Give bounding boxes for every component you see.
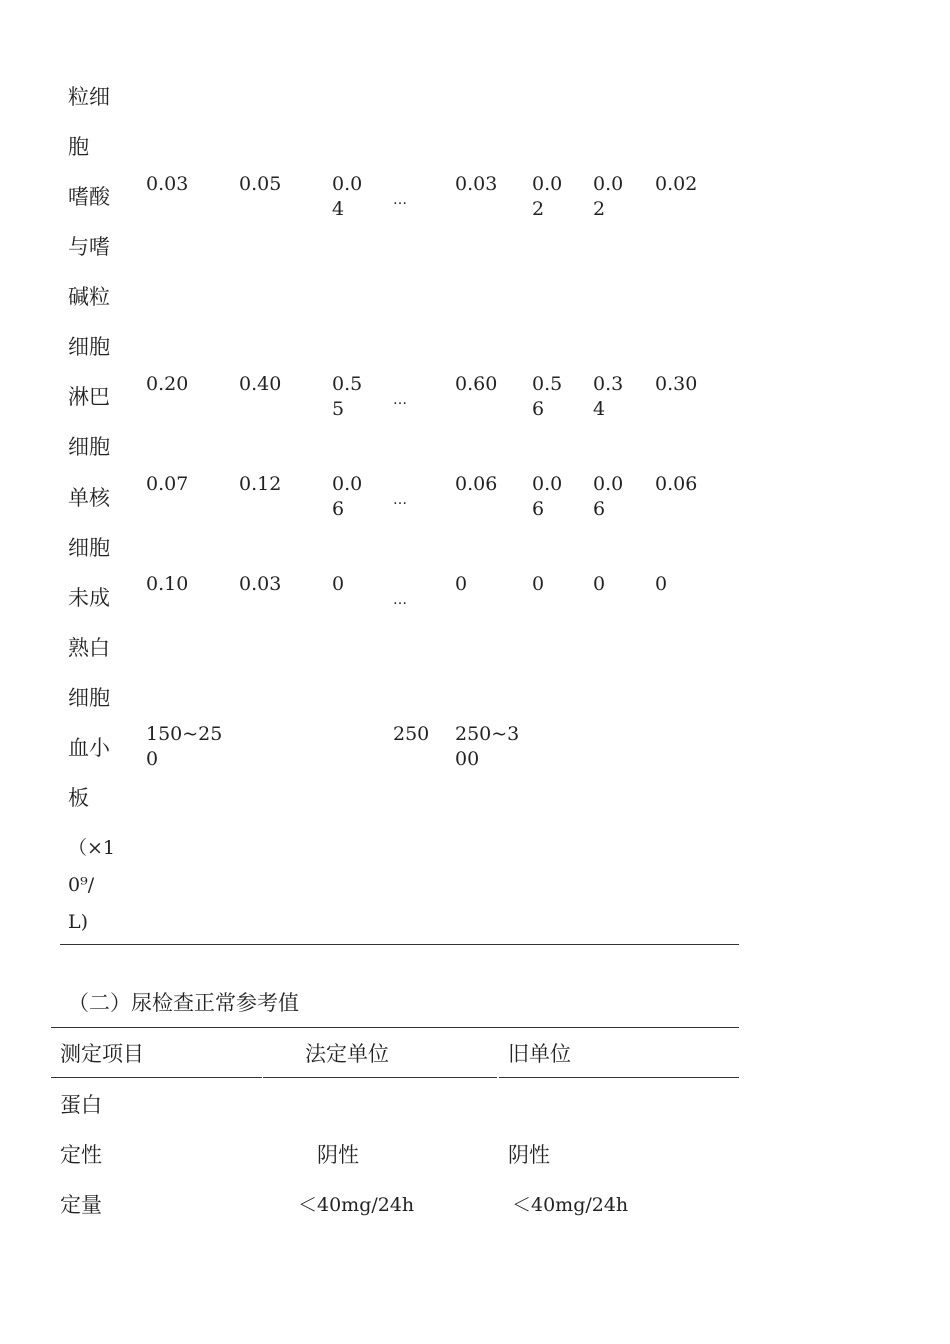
table-cell: 00 bbox=[455, 748, 480, 770]
table-cell: 0.5 bbox=[532, 373, 563, 395]
header-rule bbox=[263, 1077, 497, 1078]
row-label-line: 与嗜 bbox=[68, 235, 110, 259]
table-cell: 6 bbox=[332, 498, 345, 520]
column-header: 旧单位 bbox=[508, 1042, 571, 1066]
table-cell: 4 bbox=[593, 398, 606, 420]
table-cell: 2 bbox=[532, 198, 545, 220]
column-header: 测定项目 bbox=[60, 1042, 144, 1066]
table-cell: 0.02 bbox=[655, 173, 698, 195]
table-top-rule bbox=[51, 1027, 739, 1028]
section-title: （二）尿检查正常参考值 bbox=[68, 991, 299, 1015]
header-rule bbox=[499, 1077, 739, 1078]
table-cell: 6 bbox=[532, 498, 545, 520]
table-cell: 4 bbox=[332, 198, 345, 220]
table-cell: 0.03 bbox=[146, 173, 189, 195]
table-cell: 0.0 bbox=[593, 173, 624, 195]
table-cell: 0.0 bbox=[332, 473, 363, 495]
header-rule bbox=[51, 1077, 262, 1078]
row-label-line: 细胞 bbox=[68, 686, 110, 710]
row-label-line: 未成 bbox=[68, 586, 110, 610]
table-cell: 0.0 bbox=[593, 473, 624, 495]
table-cell: 0 bbox=[532, 573, 545, 595]
table-cell: 6 bbox=[532, 398, 545, 420]
table-cell: 0 bbox=[332, 573, 345, 595]
row-label: 蛋白 bbox=[60, 1093, 102, 1117]
row-label-line: 细胞 bbox=[68, 435, 110, 459]
table-cell: 0.60 bbox=[455, 373, 498, 395]
table-cell: 0.0 bbox=[332, 173, 363, 195]
table-cell: … bbox=[393, 392, 407, 408]
row-label-line: 血小 bbox=[68, 736, 110, 760]
table-cell: 0.20 bbox=[146, 373, 189, 395]
unit-line: 0⁹/ bbox=[68, 874, 95, 896]
row-label-line: 细胞 bbox=[68, 536, 110, 560]
unit-line: L) bbox=[68, 911, 89, 933]
table-cell: … bbox=[393, 492, 407, 508]
table-cell: 0.12 bbox=[239, 473, 282, 495]
table-cell: 2 bbox=[593, 198, 606, 220]
row-label-line: 粒细 bbox=[68, 85, 110, 109]
table-cell: … bbox=[393, 592, 407, 608]
table-cell: 0.30 bbox=[655, 373, 698, 395]
table-cell: 阴性 bbox=[317, 1143, 359, 1167]
table-cell: 150~25 bbox=[146, 723, 223, 745]
table-bottom-rule bbox=[60, 944, 739, 945]
table-cell: 0.06 bbox=[455, 473, 498, 495]
table-cell: … bbox=[393, 192, 407, 208]
table-cell: 0 bbox=[593, 573, 606, 595]
table-cell: 250~3 bbox=[455, 723, 520, 745]
table-cell: 250 bbox=[393, 723, 430, 745]
table-cell: 0.03 bbox=[455, 173, 498, 195]
row-label-line: 单核 bbox=[68, 486, 110, 510]
column-header: 法定单位 bbox=[305, 1042, 389, 1066]
table-cell: 0 bbox=[146, 748, 159, 770]
unit-line: （×1 bbox=[68, 837, 116, 859]
table-cell: ＜40mg/24h bbox=[512, 1194, 629, 1216]
table-cell: 0.10 bbox=[146, 573, 189, 595]
table-cell: 0.07 bbox=[146, 473, 189, 495]
table-cell: ＜40mg/24h bbox=[298, 1194, 415, 1216]
table-cell: 0 bbox=[455, 573, 468, 595]
row-label-line: 熟白 bbox=[68, 636, 110, 660]
table-cell: 0.3 bbox=[593, 373, 624, 395]
table-cell: 0.05 bbox=[239, 173, 282, 195]
table-cell: 0.5 bbox=[332, 373, 363, 395]
table-cell: 0 bbox=[655, 573, 668, 595]
row-label-line: 淋巴 bbox=[68, 385, 110, 409]
row-label-line: 细胞 bbox=[68, 335, 110, 359]
row-label-line: 胞 bbox=[68, 135, 89, 159]
row-label-line: 嗜酸 bbox=[68, 185, 110, 209]
row-label: 定量 bbox=[60, 1193, 102, 1217]
table-cell: 阴性 bbox=[508, 1143, 550, 1167]
row-label-line: 板 bbox=[68, 786, 89, 810]
table-cell: 0.0 bbox=[532, 173, 563, 195]
table-cell: 5 bbox=[332, 398, 345, 420]
table-cell: 0.03 bbox=[239, 573, 282, 595]
row-label-line: 碱粒 bbox=[68, 285, 110, 309]
table-cell: 0.06 bbox=[655, 473, 698, 495]
table-cell: 0.0 bbox=[532, 473, 563, 495]
row-label: 定性 bbox=[60, 1143, 102, 1167]
table-cell: 0.40 bbox=[239, 373, 282, 395]
table-cell: 6 bbox=[593, 498, 606, 520]
